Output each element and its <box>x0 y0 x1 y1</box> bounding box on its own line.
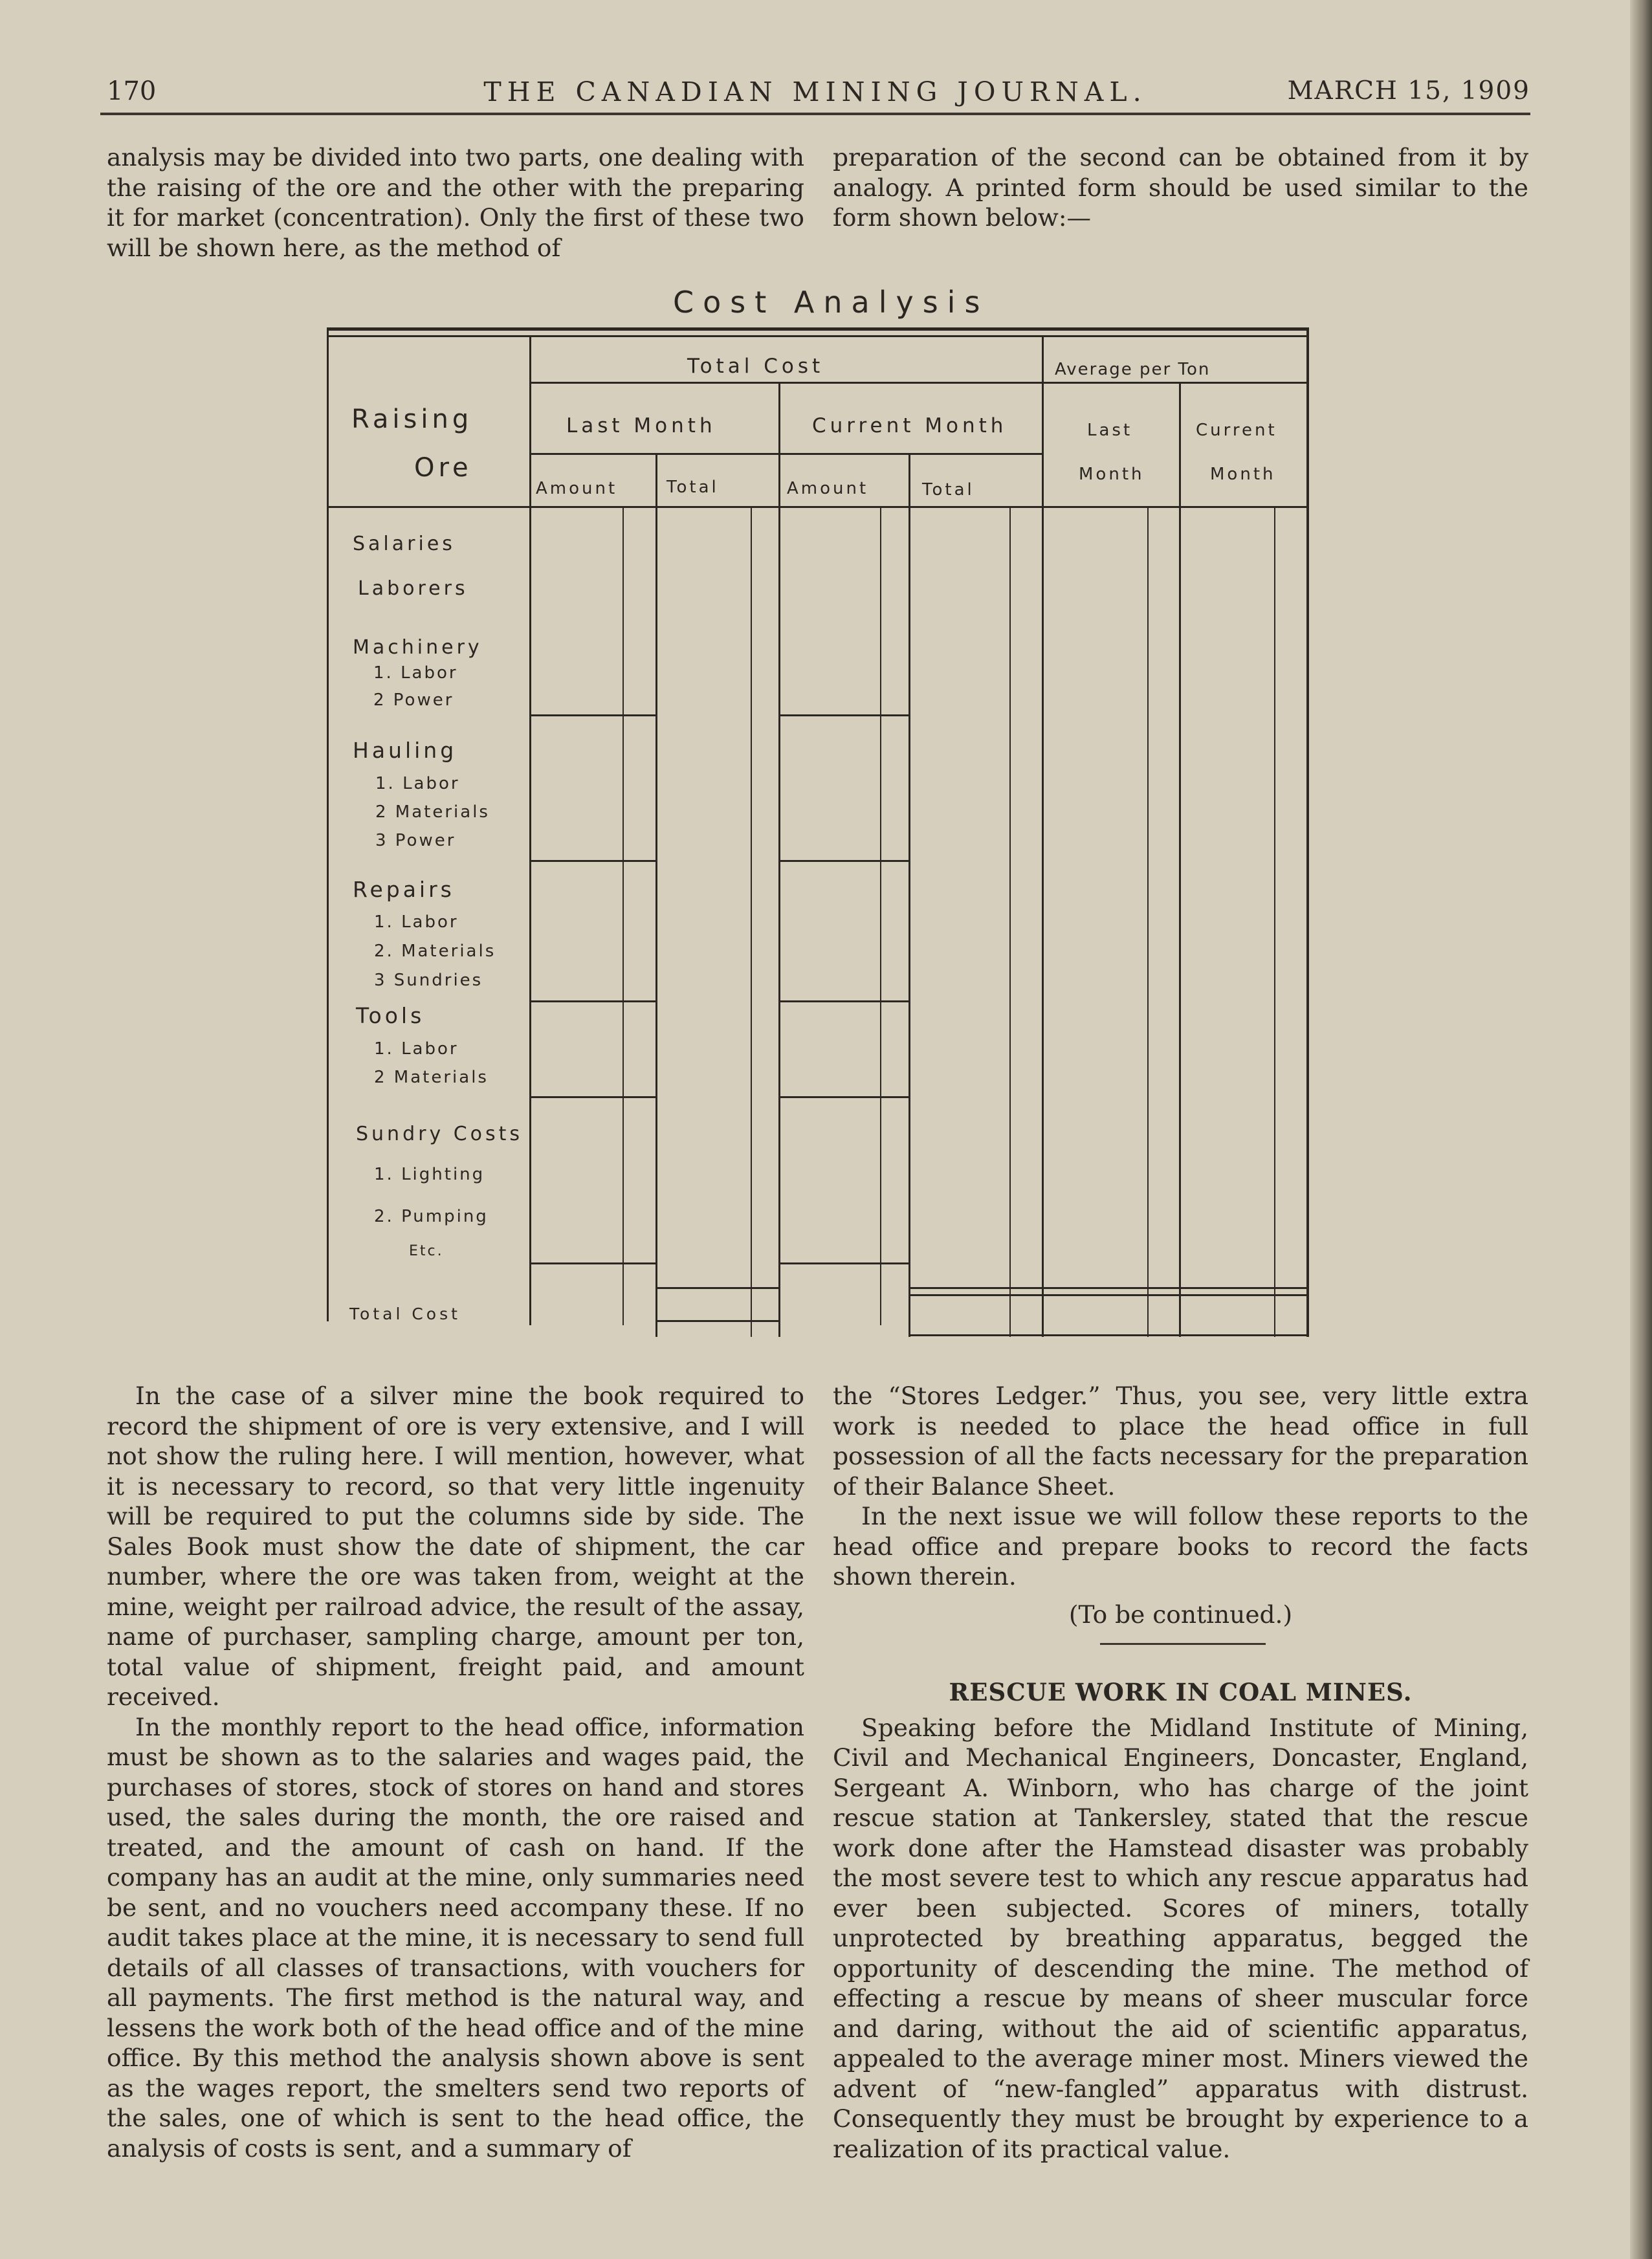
form-line <box>655 1287 780 1289</box>
form-line <box>909 453 910 1337</box>
row-repairs-materials: 2. Materials <box>374 942 496 961</box>
row-repairs: Repairs <box>353 877 455 902</box>
form-line <box>1009 506 1011 1337</box>
form-line <box>529 1096 656 1098</box>
intro-right-column <box>833 142 1528 233</box>
row-laborers: Laborers <box>358 577 468 600</box>
paragraph: In the monthly report to the head office, information must be shown as to the salaries and wages paid, the purchases of stores, stock of stores on hand and stores used, the sales during the month, the ore raised and treated, and the amount of cash on hand. If the company has an audit at the mine, only summaries need be sent, and no vouchers need accompany these. If no audit takes place at the mine, it is necessary to send full details of all classes of transactions, with vouchers for all payments. The first method is the natural way, and lessens the work both of the head office and of the mine office. By this method the analysis shown above is sent as the wages report, the smelters send two reports of the sales, one of which is sent to the head office, the analysis of costs is sent, and a summary of <box>107 1712 804 2163</box>
row-machinery: Machinery <box>353 636 483 659</box>
paragraph: Speaking before the Midland Institute of Mining, Civil and Mechanical Engineers, Doncaster, England, Sergeant A. Winborn, who has charge of the joint rescue station at Tankersley, stated that the rescue work done after the Hamstead disaster was probably the most severe test to which any rescue apparatus had ever been subjected. Scores of miners, totally unprotected by breathing apparatus, begged the opportunity of descending the mine. The method of effecting a rescue by means of sheer muscular force and daring, without the aid of scientific apparatus, appealed to the average miner most. Miners viewed the advent of “new-fangled” apparatus with distrust. Consequently they must be brought by experience to a realization of its practical value. <box>833 1713 1528 2163</box>
form-line <box>529 860 656 862</box>
row-hauling-labor: 1. Labor <box>375 774 460 793</box>
form-line <box>327 327 329 1321</box>
form-line <box>780 860 909 862</box>
header-current-month: Current Month <box>812 414 1008 437</box>
form-line <box>327 335 1309 337</box>
form-line <box>529 1262 656 1264</box>
header-ore: Ore <box>414 453 472 483</box>
header-average-per-ton: Average per Ton <box>1055 360 1211 379</box>
paragraph: the “Stores Ledger.” Thus, you see, very little extra work is needed to place the head office in full possession of all the facts necessary for the preparation of their Balance Sheet. <box>833 1382 1528 1501</box>
form-line <box>780 1096 909 1098</box>
row-machinery-power: 2 Power <box>373 690 454 710</box>
form-line <box>780 714 909 716</box>
header-avg-last: Last <box>1087 421 1133 440</box>
form-line <box>780 1262 909 1264</box>
row-repairs-sundries: 3 Sundries <box>374 971 483 990</box>
form-line <box>529 1000 656 1002</box>
body-right-column <box>833 1381 1528 2164</box>
form-line <box>655 453 657 1337</box>
form-title: Cost Analysis <box>673 285 989 320</box>
intro-right-text: preparation of the second can be obtained from it by analogy. A printed form should be used similar to the form shown below:— <box>833 143 1528 232</box>
row-hauling: Hauling <box>353 738 457 763</box>
form-line <box>529 382 1309 384</box>
row-repairs-labor: 1. Labor <box>374 912 459 932</box>
form-line <box>780 1000 909 1002</box>
section-divider <box>1100 1643 1266 1645</box>
page-edge-shadow <box>1630 0 1652 2259</box>
form-line <box>327 506 1309 508</box>
form-line <box>1274 506 1275 1337</box>
header-amount-2: Amount <box>787 479 869 498</box>
row-tools-labor: 1. Labor <box>374 1039 459 1059</box>
header-total-2: Total <box>922 480 975 500</box>
continued-note: (To be continued.) <box>1068 1600 1293 1629</box>
form-line <box>880 506 881 1325</box>
row-hauling-power: 3 Power <box>375 831 456 850</box>
intro-left-text: analysis may be divided into two parts, one dealing with the raising of the ore and the other with the preparing it for market (concentration). Only the first of these two will be shown here, as the method of <box>107 143 804 262</box>
body-left-column <box>107 1381 804 2163</box>
form-line <box>1147 506 1149 1337</box>
form-line <box>751 506 752 1337</box>
form-line <box>655 1320 780 1322</box>
form-line <box>909 1287 1309 1289</box>
paragraph: In the next issue we will follow these reports to the head office and prepare books to record the facts shown therein. <box>833 1502 1528 1591</box>
header-rule <box>100 113 1530 115</box>
paragraph: In the case of a silver mine the book required to record the shipment of ore is very extensive, and I will not show the ruling here. I will mention, however, what it is necessary to record, so that very little ingenuity will be required to put the columns side by side. The Sales Book must show the date of shipment, the car number, where the ore was taken from, weight at the mine, weight per railroad advice, the result of the assay, name of purchaser, sampling charge, amount per ton, total value of shipment, freight paid, and amount received. <box>107 1382 804 1711</box>
row-tools-materials: 2 Materials <box>374 1068 489 1087</box>
header-avg-last-month: Month <box>1079 465 1145 484</box>
row-machinery-labor: 1. Labor <box>373 663 458 683</box>
form-line <box>909 1294 1309 1296</box>
header-last-month: Last Month <box>566 414 716 437</box>
header-avg-current: Current <box>1196 421 1277 440</box>
form-line <box>529 714 656 716</box>
header-raising: Raising <box>351 404 473 434</box>
form-line <box>327 327 1309 331</box>
issue-date: MARCH 15, 1909 <box>1287 76 1530 105</box>
form-line <box>909 1334 1309 1336</box>
running-header <box>100 71 1530 118</box>
form-line <box>778 382 780 1337</box>
row-total-cost: Total Cost <box>349 1305 461 1323</box>
row-sundry-costs: Sundry Costs <box>356 1123 523 1145</box>
header-total-1: Total <box>666 478 719 497</box>
header-avg-current-month: Month <box>1210 465 1276 484</box>
header-amount-1: Amount <box>536 479 618 498</box>
form-line <box>1179 382 1181 1337</box>
row-sundry-etc: Etc. <box>409 1243 444 1259</box>
form-line <box>1306 327 1309 1337</box>
journal-title: THE CANADIAN MINING JOURNAL. <box>483 76 1147 107</box>
form-line <box>529 335 531 1325</box>
row-sundry-lighting: 1. Lighting <box>374 1165 485 1184</box>
row-hauling-materials: 2 Materials <box>375 802 490 822</box>
header-total-cost: Total Cost <box>687 355 824 378</box>
row-salaries: Salaries <box>353 533 456 555</box>
row-sundry-pumping: 2. Pumping <box>374 1207 489 1226</box>
form-line <box>622 506 624 1325</box>
row-tools: Tools <box>356 1003 425 1028</box>
form-line <box>1042 335 1044 1337</box>
intro-left-column <box>107 142 804 263</box>
form-line <box>529 453 1042 455</box>
article-heading: RESCUE WORK IN COAL MINES. <box>949 1678 1413 1706</box>
page-number: 170 <box>107 76 157 106</box>
